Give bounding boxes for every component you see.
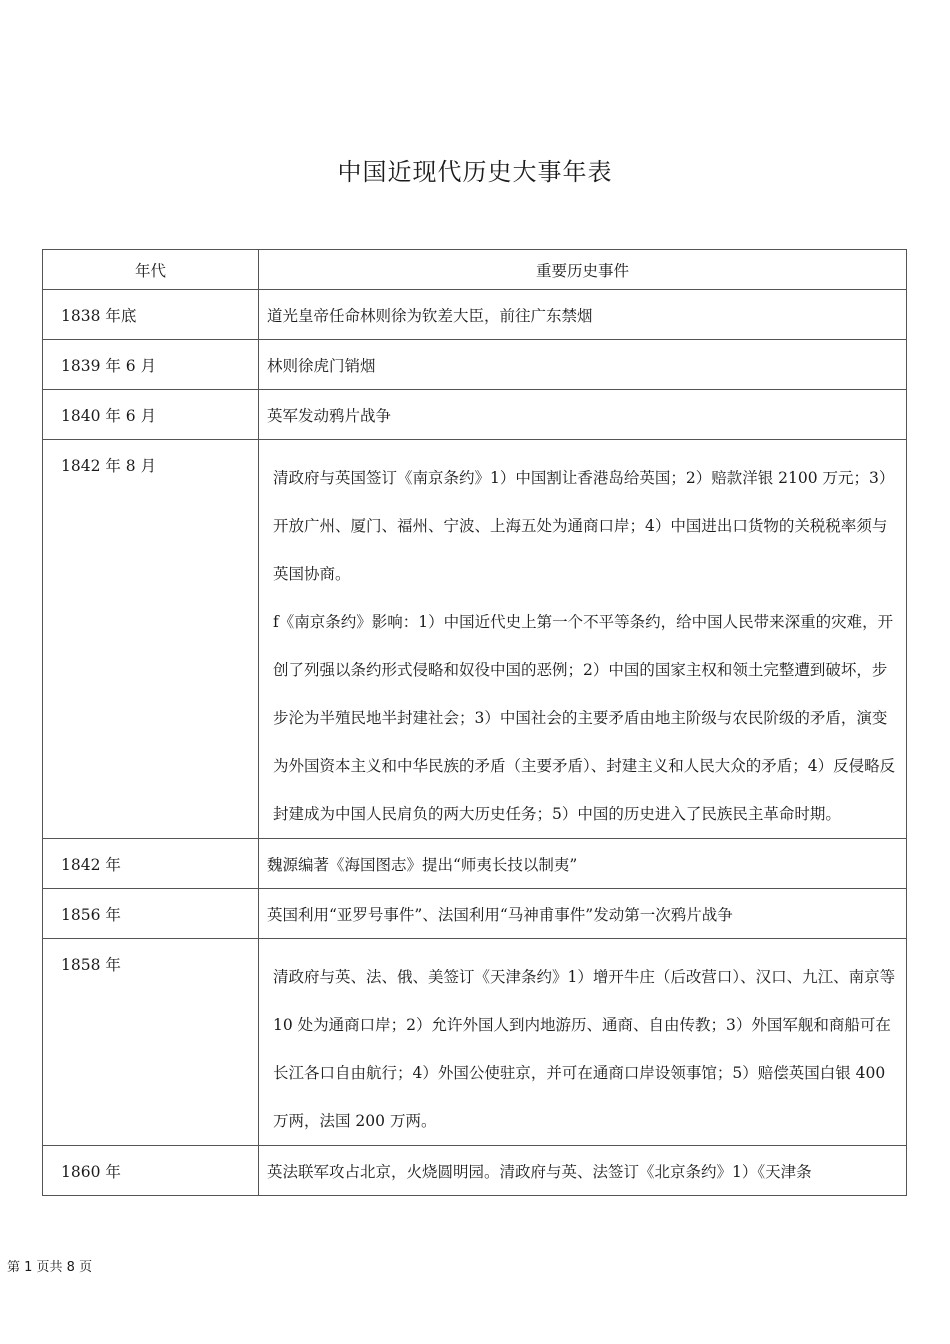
table-row (43, 290, 907, 340)
event-cell (259, 440, 907, 839)
year-cell: 1842 年 8 月 (43, 440, 259, 839)
table-row (43, 939, 907, 1146)
page-title: 中国近现代历史大事年表 (337, 158, 613, 186)
year-cell: 1858 年 (43, 939, 259, 1146)
event-paragraph: 清政府与英国签订《南京条约》1）中国割让香港岛给英国；2）赔款洋银 2100 万元；3）开放广州、厦门、福州、宁波、上海五处为通商口岸；4）中国进出口货物的关税税率须与英国协商。 (273, 469, 895, 583)
event-cell: 英军发动鸦片战争 (259, 390, 907, 440)
event-cell: 道光皇帝任命林则徐为钦差大臣，前往广东禁烟 (259, 290, 907, 340)
year-cell: 1838 年底 (43, 290, 259, 340)
event-cell: 林则徐虎门销烟 (259, 340, 907, 390)
table-row (43, 889, 907, 939)
year-cell: 1860 年 (43, 1146, 259, 1196)
page-footer: 第 1 页共 8 页 (7, 1260, 93, 1275)
events-table (42, 249, 907, 1196)
event-paragraph: f《南京条约》影响：1）中国近代史上第一个不平等条约，给中国人民带来深重的灾难，开创了列强以条约形式侵略和奴役中国的恶例；2）中国的国家主权和领土完整遭到破坏，步步沦为半殖民地半封建社会；3）中国社会的主要矛盾由地主阶级与农民阶级的矛盾，演变为外国资本主义和中华民族的矛盾（主要矛盾）、封建主义和人民大众的矛盾；4）反侵略反封建成为中国人民肩负的两大历史任务；5）中国的历史进入了民族民主革命时期。 (273, 613, 896, 823)
year-cell: 1840 年 6 月 (43, 390, 259, 440)
event-cell: 英国利用“亚罗号事件”、法国利用“马神甫事件”发动第一次鸦片战争 (259, 889, 907, 939)
header-event: 重要历史事件 (259, 250, 907, 290)
table-row (43, 1146, 907, 1196)
table-row (43, 390, 907, 440)
event-cell: 英法联军攻占北京，火烧圆明园。清政府与英、法签订《北京条约》1）《天津条 (259, 1146, 907, 1196)
event-cell (259, 939, 907, 1146)
table-header-row (43, 250, 907, 290)
event-paragraph: 清政府与英、法、俄、美签订《天津条约》1）增开牛庄（后改营口）、汉口、九江、南京等 10 处为通商口岸；2）允许外国人到内地游历、通商、自由传教；3）外国军舰和商船可在长江各口自由航行；4）外国公使驻京，并可在通商口岸设领事馆；5）赔偿英国白银 400 万两，法国 200 万两。 (273, 968, 896, 1130)
table-row (43, 340, 907, 390)
table-row (43, 440, 907, 839)
event-cell: 魏源编著《海国图志》提出“师夷长技以制夷” (259, 839, 907, 889)
year-cell: 1842 年 (43, 839, 259, 889)
header-year: 年代 (43, 250, 259, 290)
table-row (43, 839, 907, 889)
year-cell: 1856 年 (43, 889, 259, 939)
year-cell: 1839 年 6 月 (43, 340, 259, 390)
